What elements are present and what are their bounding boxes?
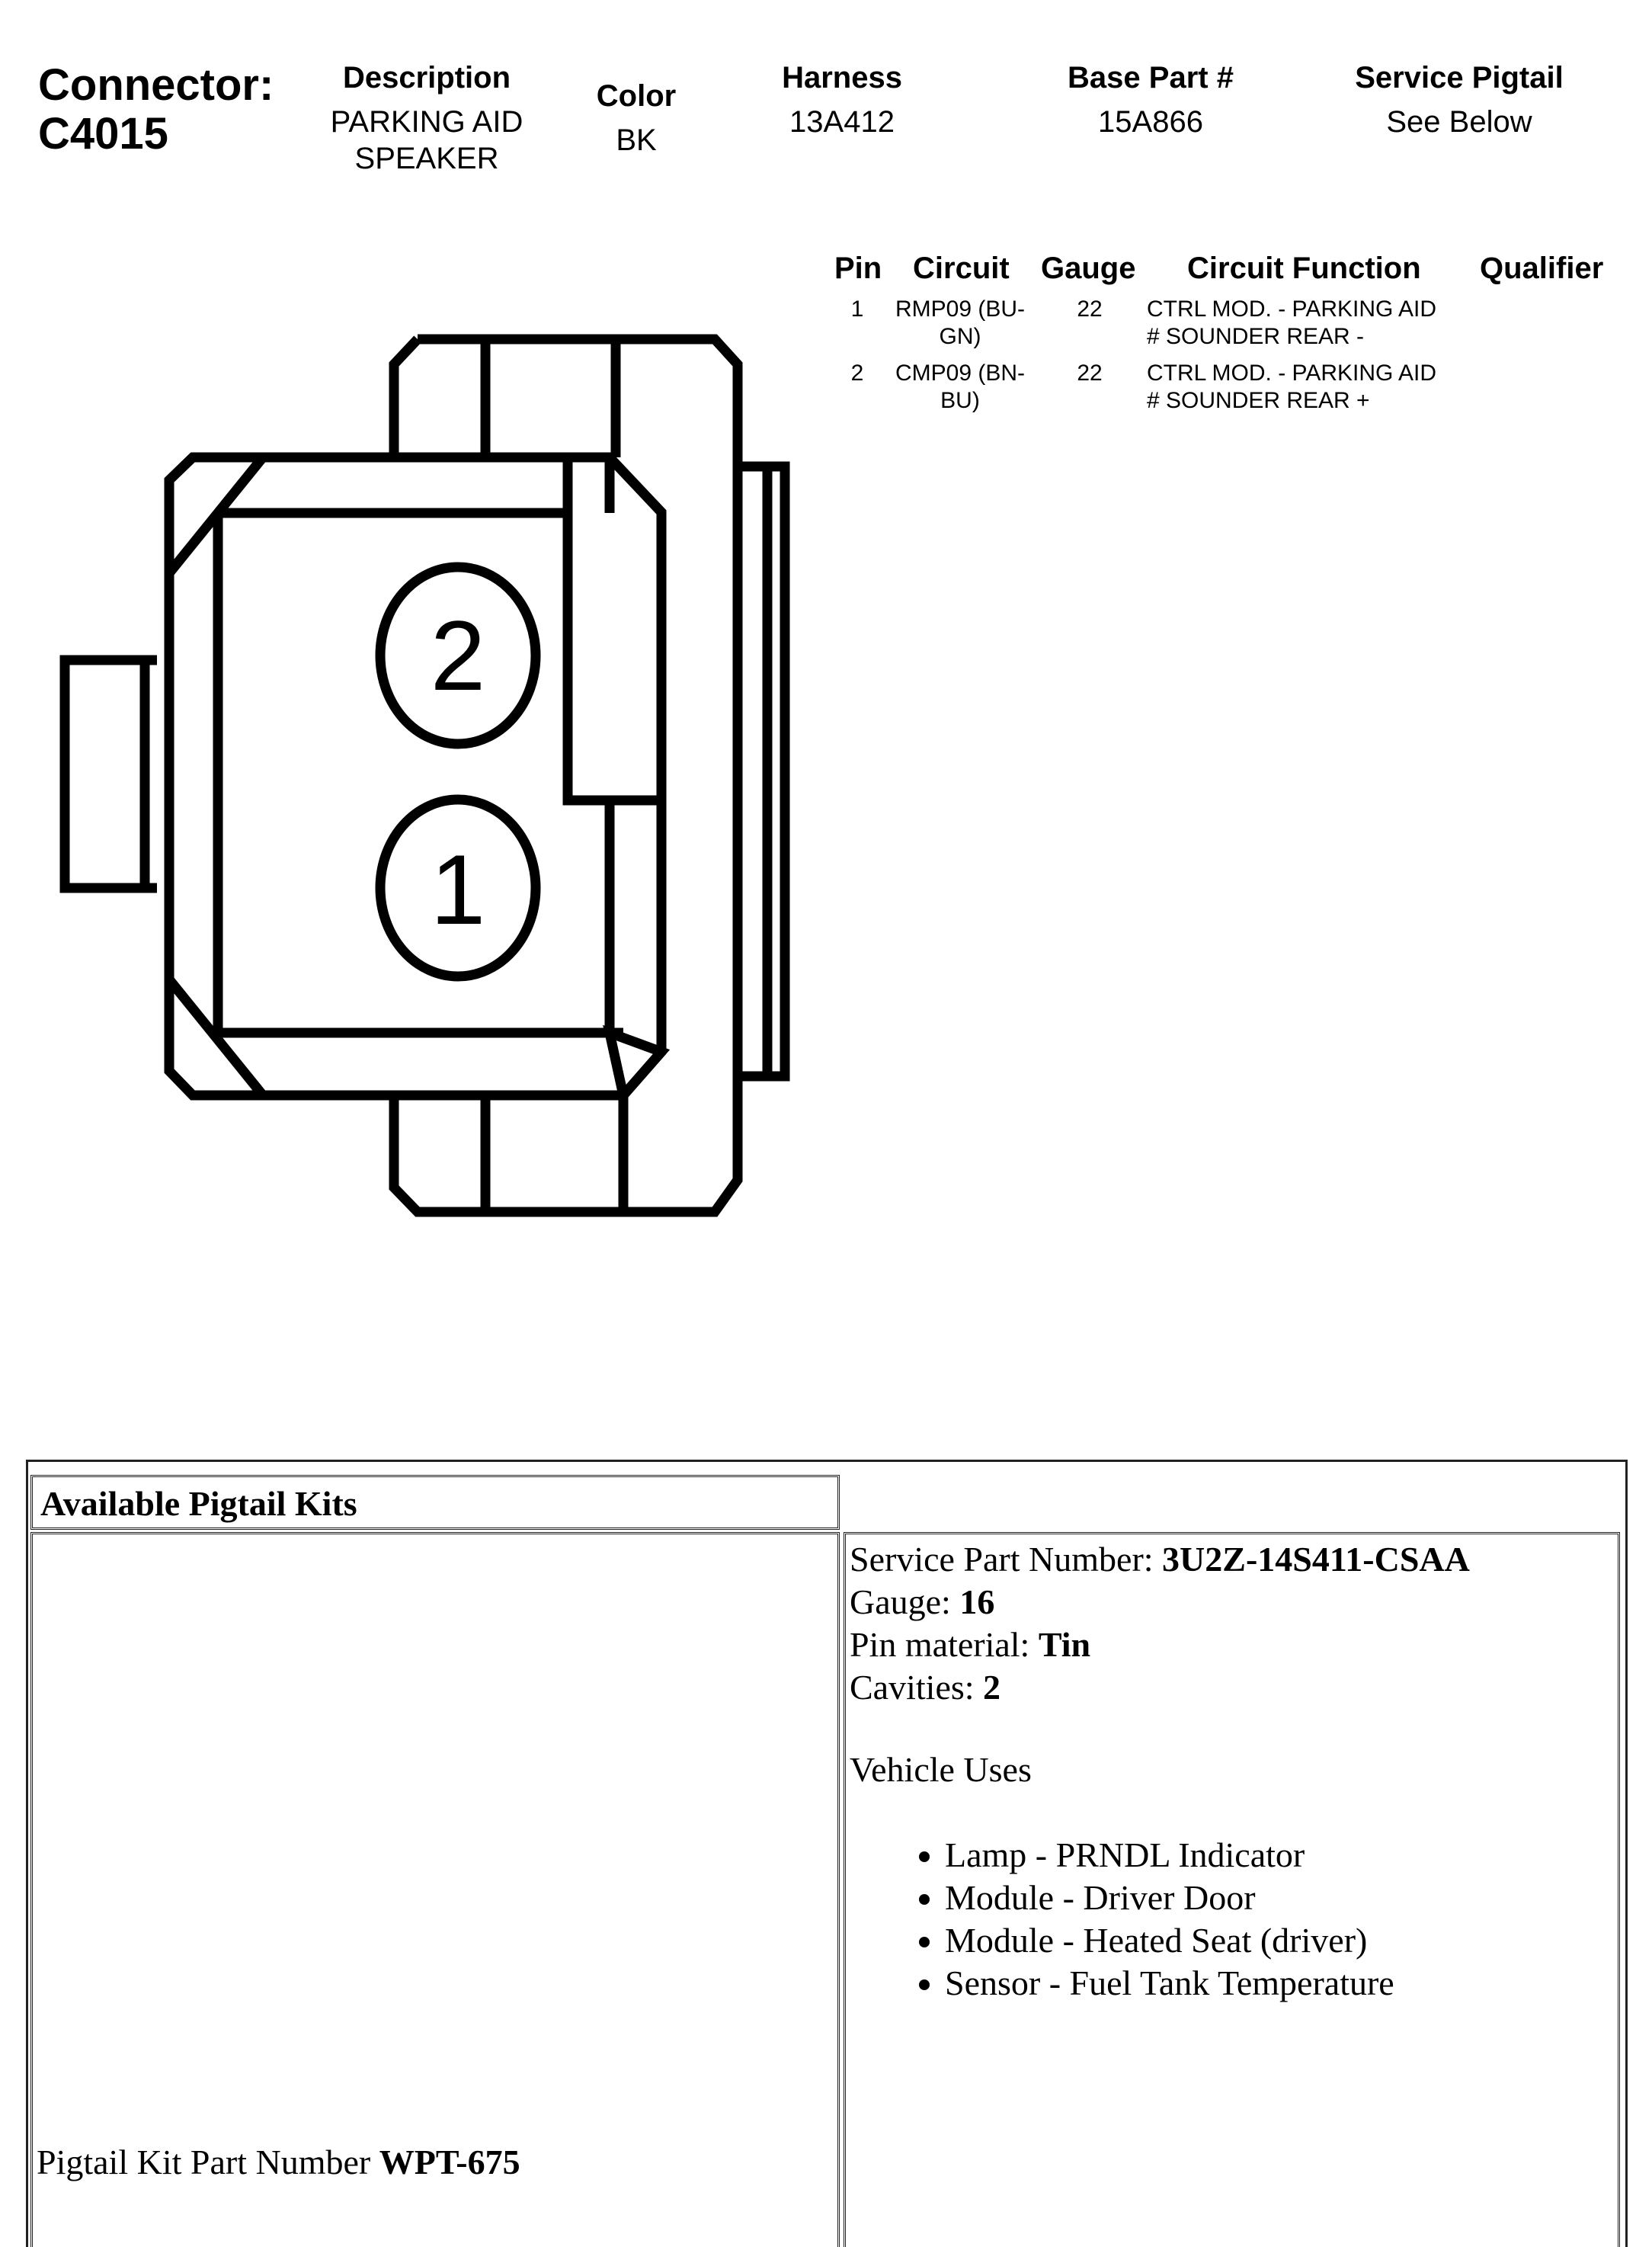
connector-label: Connector: bbox=[38, 60, 274, 110]
row2-circuit bbox=[876, 360, 1044, 415]
kit-part-label: Pigtail Kit Part Number bbox=[37, 2143, 379, 2181]
row1-function-line1: CTRL MOD. - PARKING AID bbox=[1147, 297, 1437, 322]
connector-id: C4015 bbox=[38, 109, 168, 159]
list-item: • Lamp - PRNDL Indicator bbox=[945, 1834, 1470, 1877]
pin-material-label: Pin material: bbox=[850, 1625, 1039, 1664]
pin-material bbox=[850, 1624, 1470, 1666]
service-pigtail-label: Service Pigtail bbox=[1355, 61, 1564, 95]
housing-top-left bbox=[394, 339, 418, 457]
kit-part-value: WPT-675 bbox=[379, 2143, 520, 2181]
list-item: • Module - Heated Seat (driver) bbox=[945, 1919, 1470, 1962]
row1-pin: 1 bbox=[850, 297, 864, 322]
list-item: • Module - Driver Door bbox=[945, 1877, 1470, 1919]
pigtail-gauge bbox=[850, 1581, 1470, 1624]
row2-function-line2: # SOUNDER REAR + bbox=[1147, 388, 1370, 413]
pigtail-section-title: Available Pigtail Kits bbox=[40, 1484, 357, 1523]
color-label: Color bbox=[596, 79, 677, 113]
gauge-value: 16 bbox=[959, 1582, 995, 1621]
harness-value: 13A412 bbox=[789, 105, 895, 139]
list-item: • Sensor - Fuel Tank Temperature bbox=[945, 1962, 1470, 2005]
vehicle-uses-heading: Vehicle Uses bbox=[850, 1750, 1032, 1789]
row2-circuit-line1: CMP09 (BN- bbox=[895, 361, 1026, 386]
col-gauge: Gauge bbox=[1041, 252, 1136, 285]
pigtail-kit-part-number bbox=[37, 2142, 520, 2182]
row1-circuit-line1: RMP09 (BU- bbox=[895, 297, 1026, 322]
pigtail-specs bbox=[850, 1538, 1470, 2005]
pigtail-title-cell bbox=[30, 1475, 840, 1530]
row2-gauge: 22 bbox=[1077, 361, 1103, 386]
cavities-value: 2 bbox=[983, 1668, 1001, 1707]
pin-label-1: 1 bbox=[430, 834, 486, 945]
service-part-number bbox=[850, 1538, 1470, 1581]
row1-function-line2: # SOUNDER REAR - bbox=[1147, 324, 1365, 349]
vehicle-uses-list bbox=[850, 1834, 1470, 2005]
right-latch bbox=[738, 466, 785, 1076]
row1-circuit bbox=[876, 296, 1044, 351]
connector-face-diagram bbox=[0, 0, 838, 1258]
row2-circuit-line2: BU) bbox=[940, 388, 980, 413]
description-label: Description bbox=[342, 61, 511, 95]
service-part-value: 3U2Z-14S411-CSAA bbox=[1162, 1540, 1470, 1579]
row2-function bbox=[1147, 360, 1482, 415]
pigtail-image-cell bbox=[30, 1532, 840, 2247]
service-part-label: Service Part Number: bbox=[850, 1540, 1163, 1579]
row1-gauge: 22 bbox=[1077, 297, 1103, 322]
row1-function bbox=[1147, 296, 1482, 351]
pin-label-2: 2 bbox=[430, 600, 486, 711]
key-triangle bbox=[610, 1033, 661, 1095]
cavity-frame bbox=[218, 513, 623, 1033]
cavities-label: Cavities: bbox=[850, 1668, 984, 1707]
cavities bbox=[850, 1666, 1470, 1709]
color-value: BK bbox=[616, 123, 657, 157]
col-circuit: Circuit bbox=[913, 252, 1010, 285]
row1-circuit-line2: GN) bbox=[939, 324, 981, 349]
harness-label: Harness bbox=[782, 61, 902, 95]
base-part-value: 15A866 bbox=[1098, 105, 1203, 139]
pin-cavity-2 bbox=[380, 567, 536, 744]
header-service-pigtail bbox=[1326, 59, 1593, 140]
service-pigtail-value: See Below bbox=[1386, 105, 1532, 139]
base-part-label: Base Part # bbox=[1068, 61, 1234, 95]
description-value-line2: SPEAKER bbox=[354, 142, 499, 175]
col-circuit-function: Circuit Function bbox=[1187, 252, 1421, 285]
col-qualifier: Qualifier bbox=[1480, 252, 1604, 285]
gauge-label: Gauge: bbox=[850, 1582, 960, 1621]
header-base-part bbox=[1029, 59, 1273, 140]
pin-cavity-1 bbox=[380, 800, 536, 976]
col-pin: Pin bbox=[834, 252, 882, 285]
pin-material-value: Tin bbox=[1038, 1625, 1091, 1664]
inner-body bbox=[169, 457, 661, 1095]
row2-pin: 2 bbox=[850, 361, 864, 386]
row2-function-line1: CTRL MOD. - PARKING AID bbox=[1147, 361, 1437, 386]
description-value-line1: PARKING AID bbox=[330, 105, 523, 139]
